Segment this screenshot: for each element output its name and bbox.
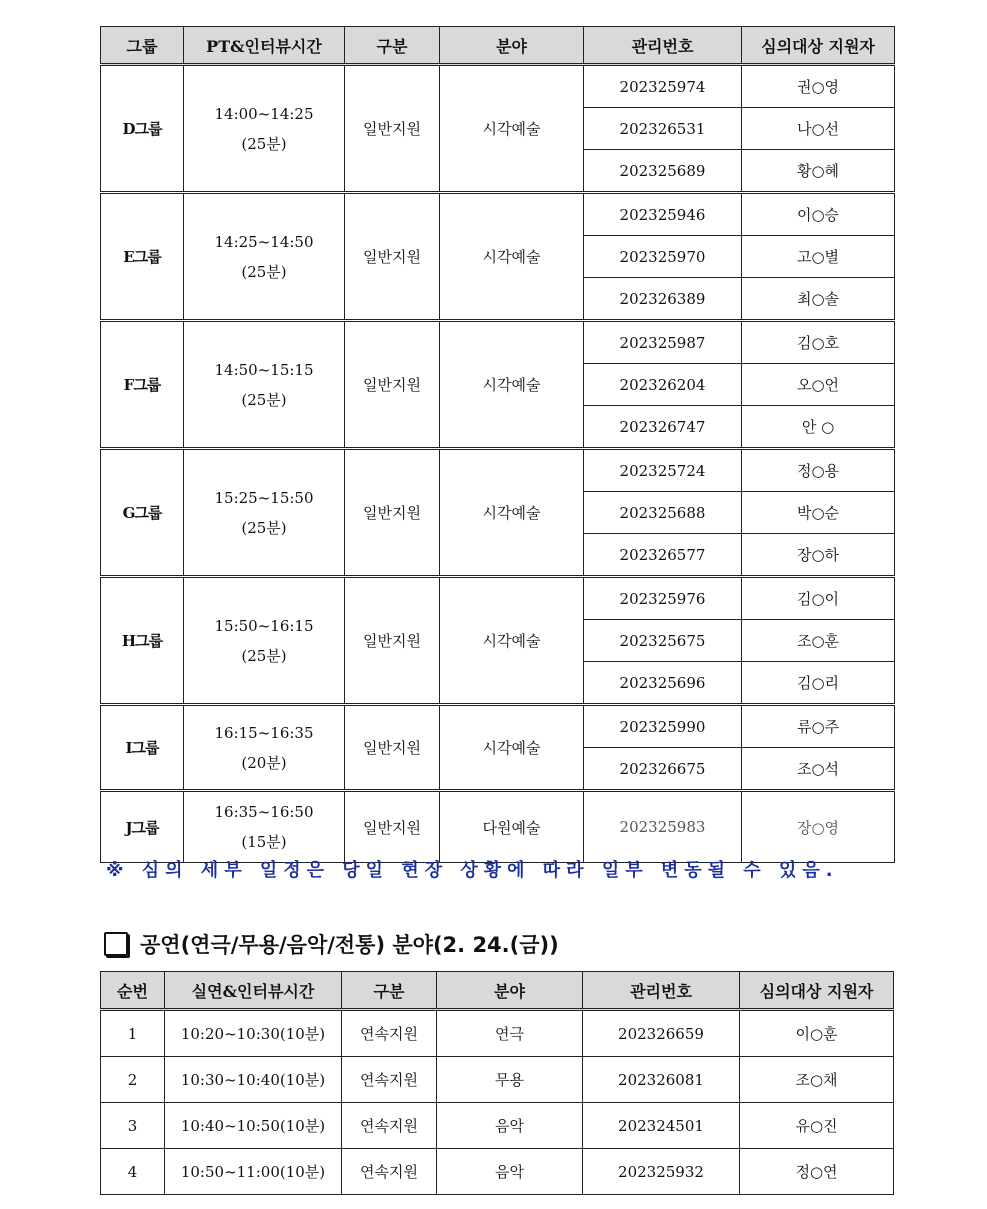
table-header-row — [101, 27, 895, 65]
group-name: D그룹 — [101, 65, 184, 193]
applicant-name: 이○훈 — [740, 1010, 894, 1057]
applicant-name: 고○별 — [742, 236, 895, 278]
time-duration: (25분) — [241, 646, 287, 665]
management-id: 202326577 — [584, 534, 742, 577]
checkbox-square-icon — [104, 932, 128, 956]
group-field: 시각예술 — [440, 705, 584, 791]
applicant-name: 나○선 — [742, 108, 895, 150]
group-name: J그룹 — [101, 791, 184, 863]
group-field: 시각예술 — [440, 321, 584, 449]
management-id: 202325946 — [584, 193, 742, 236]
applicant-name: 장○영 — [742, 791, 895, 863]
time-duration: (25분) — [241, 262, 287, 281]
time-range: 16:35~16:50 — [214, 803, 314, 821]
management-id: 202325724 — [584, 449, 742, 492]
row-type: 연속지원 — [342, 1103, 437, 1149]
row-field: 연극 — [437, 1010, 583, 1057]
applicant-name: 권○영 — [742, 65, 895, 108]
table-row — [101, 1149, 894, 1195]
group-type: 일반지원 — [345, 705, 440, 791]
table-row — [101, 193, 895, 236]
table-body — [101, 1010, 894, 1195]
row-type: 연속지원 — [342, 1057, 437, 1103]
applicant-name: 안 ○ — [742, 406, 895, 449]
management-id: 202325983 — [584, 791, 742, 863]
row-time: 10:50~11:00(10분) — [165, 1149, 342, 1195]
group-name: E그룹 — [101, 193, 184, 321]
group-time — [184, 449, 345, 577]
group-field: 다원예술 — [440, 791, 584, 863]
time-range: 14:25~14:50 — [214, 232, 314, 251]
management-id: 202325689 — [584, 150, 742, 193]
header-id: 관리번호 — [584, 27, 742, 65]
management-id: 202326204 — [584, 364, 742, 406]
applicant-name: 이○승 — [742, 193, 895, 236]
management-id: 202326531 — [584, 108, 742, 150]
group-name: G그룹 — [101, 449, 184, 577]
section-title-text: 공연(연극/무용/음악/전통) 분야(2. 24.(금)) — [140, 933, 559, 957]
header-id: 관리번호 — [583, 972, 740, 1010]
header-time: 실연&인터뷰시간 — [165, 972, 342, 1010]
management-id: 202325974 — [584, 65, 742, 108]
management-id: 202325688 — [584, 492, 742, 534]
management-id: 202325987 — [584, 321, 742, 364]
group-type: 일반지원 — [345, 193, 440, 321]
management-id: 202326389 — [584, 278, 742, 321]
time-duration: (20분) — [241, 753, 287, 772]
time-duration: (25분) — [241, 518, 287, 537]
management-id: 202325696 — [584, 662, 742, 705]
row-number: 1 — [101, 1010, 165, 1057]
applicant-name: 정○용 — [742, 449, 895, 492]
group-time — [184, 321, 345, 449]
row-time: 10:40~10:50(10분) — [165, 1103, 342, 1149]
applicant-name: 오○언 — [742, 364, 895, 406]
applicant-name: 유○진 — [740, 1103, 894, 1149]
header-applicant: 심의대상 지원자 — [740, 972, 894, 1010]
applicant-name: 황○혜 — [742, 150, 895, 193]
time-range: 15:50~16:15 — [214, 616, 314, 635]
applicant-name: 김○이 — [742, 577, 895, 620]
applicant-name: 조○채 — [740, 1057, 894, 1103]
table-row — [101, 65, 895, 108]
group-time — [184, 705, 345, 791]
time-duration: (25분) — [241, 134, 287, 153]
header-type: 구분 — [345, 27, 440, 65]
header-field: 분야 — [440, 27, 584, 65]
row-type: 연속지원 — [342, 1149, 437, 1195]
time-range: 15:25~15:50 — [214, 488, 314, 507]
applicant-name: 류○주 — [742, 705, 895, 748]
applicant-name: 정○연 — [740, 1149, 894, 1195]
time-range: 16:15~16:35 — [214, 723, 314, 742]
group-type: 일반지원 — [345, 65, 440, 193]
management-id: 202325675 — [584, 620, 742, 662]
management-id: 202326081 — [583, 1057, 740, 1103]
time-duration: (25분) — [241, 390, 287, 409]
time-duration: (15분) — [241, 833, 287, 851]
management-id: 202326659 — [583, 1010, 740, 1057]
table-row — [101, 321, 895, 364]
group-time — [184, 193, 345, 321]
group-field: 시각예술 — [440, 449, 584, 577]
applicant-name: 김○리 — [742, 662, 895, 705]
row-time: 10:30~10:40(10분) — [165, 1057, 342, 1103]
row-number: 4 — [101, 1149, 165, 1195]
management-id: 202326675 — [584, 748, 742, 791]
group-type: 일반지원 — [345, 321, 440, 449]
group-time — [184, 791, 345, 863]
group-field: 시각예술 — [440, 577, 584, 705]
applicant-name: 장○하 — [742, 534, 895, 577]
applicant-name: 박○순 — [742, 492, 895, 534]
header-applicant: 심의대상 지원자 — [742, 27, 895, 65]
table-body — [101, 65, 895, 863]
group-time — [184, 65, 345, 193]
table-row — [101, 577, 895, 620]
table-row — [101, 705, 895, 748]
table-row — [101, 1010, 894, 1057]
table-row — [101, 1103, 894, 1149]
applicant-name: 조○석 — [742, 748, 895, 791]
management-id: 202326747 — [584, 406, 742, 449]
management-id: 202324501 — [583, 1103, 740, 1149]
schedule-notice: ※ 심의 세부 일정은 당일 현장 상황에 따라 일부 변동될 수 있음. — [106, 860, 839, 881]
schedule-table-visual-arts — [100, 26, 895, 863]
group-name: I그룹 — [101, 705, 184, 791]
row-field: 음악 — [437, 1103, 583, 1149]
row-field: 음악 — [437, 1149, 583, 1195]
management-id: 202325990 — [584, 705, 742, 748]
applicant-name: 김○호 — [742, 321, 895, 364]
group-type: 일반지원 — [345, 791, 440, 863]
row-time: 10:20~10:30(10분) — [165, 1010, 342, 1057]
management-id: 202325932 — [583, 1149, 740, 1195]
group-name: F그룹 — [101, 321, 184, 449]
time-range: 14:50~15:15 — [214, 360, 314, 379]
header-time: PT&인터뷰시간 — [184, 27, 345, 65]
time-range: 14:00~14:25 — [214, 104, 314, 123]
group-type: 일반지원 — [345, 577, 440, 705]
header-field: 분야 — [437, 972, 583, 1010]
group-time — [184, 577, 345, 705]
row-number: 3 — [101, 1103, 165, 1149]
management-id: 202325976 — [584, 577, 742, 620]
section-title — [104, 929, 559, 959]
table-row — [101, 791, 895, 863]
group-name: H그룹 — [101, 577, 184, 705]
group-type: 일반지원 — [345, 449, 440, 577]
table-header-row — [101, 972, 894, 1010]
row-type: 연속지원 — [342, 1010, 437, 1057]
applicant-name: 최○솔 — [742, 278, 895, 321]
header-group: 그룹 — [101, 27, 184, 65]
group-field: 시각예술 — [440, 193, 584, 321]
row-number: 2 — [101, 1057, 165, 1103]
group-field: 시각예술 — [440, 65, 584, 193]
applicant-name: 조○훈 — [742, 620, 895, 662]
header-no: 순번 — [101, 972, 165, 1010]
table-row — [101, 1057, 894, 1103]
row-field: 무용 — [437, 1057, 583, 1103]
schedule-table-performing-arts — [100, 971, 894, 1195]
table-row — [101, 449, 895, 492]
header-type: 구분 — [342, 972, 437, 1010]
management-id: 202325970 — [584, 236, 742, 278]
